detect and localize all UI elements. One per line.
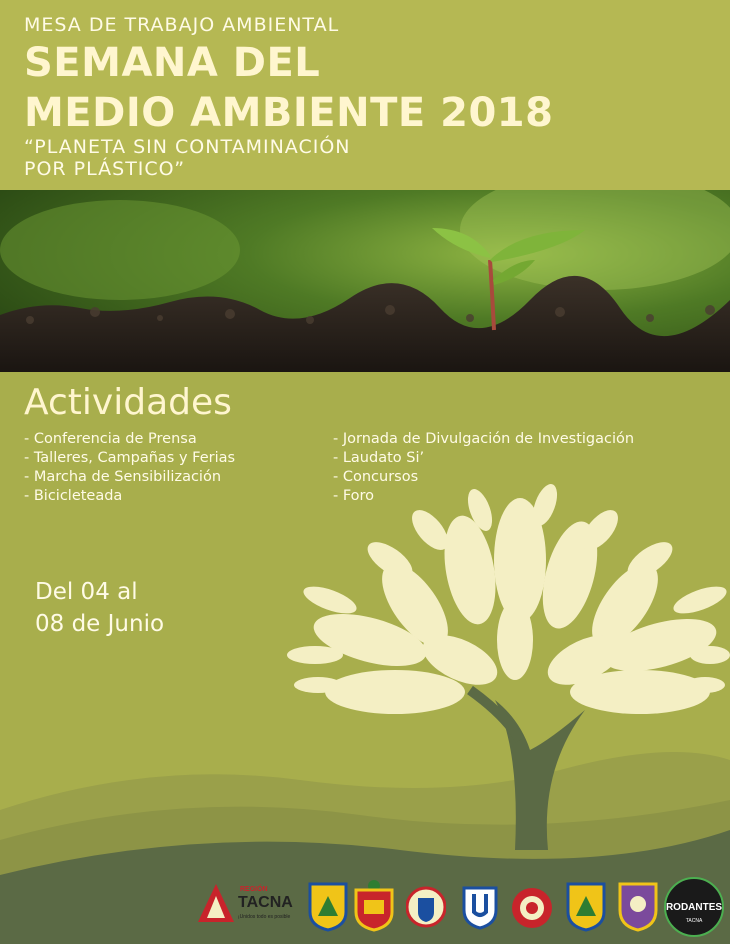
kicker-text: MESA DE TRABAJO AMBIENTAL (24, 14, 340, 36)
dates-line-2: 08 de Junio (35, 611, 165, 637)
shield-logo-3-icon (566, 882, 606, 932)
region-tacna-logo-icon (196, 882, 236, 924)
list-item: - Talleres, Campañas y Ferias (24, 450, 236, 466)
title-line-1: SEMANA DEL (24, 40, 321, 86)
list-item: - Marcha de Sensibilización (24, 469, 222, 485)
list-item: - Concursos (333, 469, 419, 485)
university-seal-icon (406, 882, 446, 932)
subtitle-line-1: “PLANETA SIN CONTAMINACIÓN (24, 136, 351, 158)
region-small-text: REGIÓN (240, 886, 268, 893)
list-item: - Laudato Si’ (333, 450, 425, 466)
event-dates (35, 576, 235, 640)
purple-shield-icon (618, 880, 658, 934)
activities-title: Actividades (24, 382, 232, 423)
dates-line-1: Del 04 al (35, 579, 138, 605)
region-tagline: ¡Unidos todo es posible (238, 914, 291, 920)
subtitle (24, 136, 524, 180)
subtitle-line-2: POR PLÁSTICO” (24, 158, 186, 180)
region-big-text: TACNA (238, 894, 293, 911)
rodantes-logo-icon (664, 876, 724, 938)
rodantes-subtext: TACNA (685, 918, 703, 924)
list-item: - Bicicleteada (24, 488, 123, 504)
sprout-photo (0, 190, 730, 372)
list-item: - Jornada de Divulgación de Investigación (333, 431, 635, 447)
sponsor-logos (0, 872, 730, 944)
shield-logo-1-icon (308, 882, 348, 932)
shield-logo-2-icon (352, 878, 396, 932)
title-line-2: MEDIO AMBIENTE 2018 (24, 90, 554, 136)
red-emblem-icon (510, 882, 554, 932)
list-item: - Conferencia de Prensa (24, 431, 197, 447)
university-shield-icon (462, 884, 498, 930)
list-item: - Foro (333, 488, 375, 504)
rodantes-text: RODANTES (665, 902, 723, 913)
header (0, 0, 730, 190)
